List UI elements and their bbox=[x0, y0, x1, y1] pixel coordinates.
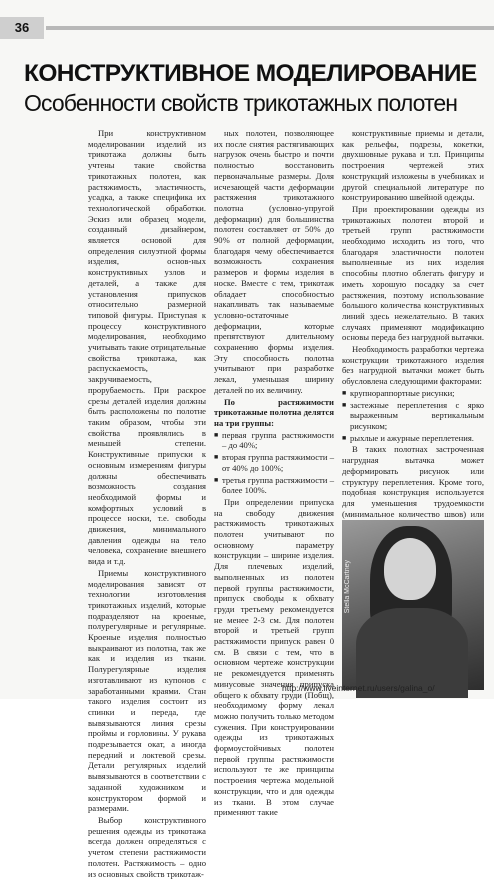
source-url: http://www.liveinternet.ru/users/galina_o/ bbox=[282, 683, 435, 693]
paragraph: Необходимость разработки чертежа конструкции трикотажного изделия без нагрудной вытачки может быть обусловлена следующими факторами: bbox=[342, 344, 484, 387]
paragraph: При проектировании одежды из трикотажных полотен второй и третьей групп растяжимости необходимо исходить из того, что благодаря эластичности полотен выполненные из них изделия способны плотно облегать фигуру и иметь хорошую посадку за счет растяжения, поэтому использование большого количества конструктивных линий здесь нежелательно. В таких случаях применяют модификацию основы переда без нагрудной вытачки. bbox=[342, 203, 484, 343]
groups-heading: По растяжимости трикотажные полотна делятся на три группы: bbox=[214, 396, 334, 428]
text-column-1 bbox=[88, 128, 206, 879]
list-item: ■ вторая группа растяжимости – от 40% до 100%; bbox=[214, 452, 334, 473]
text-column-2 bbox=[214, 128, 334, 818]
list-item: ■ крупнораппортные рисунки; bbox=[342, 388, 484, 399]
paragraph: При конструктивном моделировании изделий из трикотажа должны быть учтены такие свойства трикотажных полотен, как растяжимость, эластичность, усадка, а также специфика их технологической обработки. Эскиз или образец модели, созданный дизайнером, является основой для определения силуэтной формы изделия, основ-ных конструктивных узлов и деталей, а также для установления припусков относительно размерной типовой фигуры. Приступая к процессу конструктивного моделирования, необходимо учитывать такие отрицательные свойства трикотажа, как распускаемость, закручиваемость, прорубаемость. При раскрое срезы деталей изделия должны быть расположены по полотне таким образом, чтобы эти свойства проявлялись в меньшей степени. Конструктивные припуски к основным измерениям фигуры должны обеспечивать возможность создания необходимой формы и комфортных условий в процессе носки, т.е. свободы движения, минимального давления одежды на тело человека, сохранение внешнего вида и т.д. bbox=[88, 128, 206, 567]
paragraph: При определении припуска на свободу движения растяжимость трикотажных полотен учитывают по основному параметру конструкции – ширине изделия. Для плечевых изделий, выполненных из полотен первой группы растяжимости, припуск свободы к обхвату груди третьему рекомендуется не менее 2-3 см. Для полотен второй и третьей групп растяжимости припуск равен 0 см. В связи с тем, что в основном чертеже конструкции не рекомендуется применять минусовые значения припуска общего к обхвату груди (Побщ), необходимому форму лекал можно получить только методом сужения. При конструировании одежды из трикотажных формоустойчивых полотен первой группы растяжимости используют те же принципы построения чертежа модельной конструкции, что и для одежды из ткани. В этом случае применяют такие bbox=[214, 496, 334, 818]
photo-face bbox=[384, 538, 436, 600]
paragraph: конструктивные приемы и детали, как рельефы, подрезы, кокетки, двухшовные рукава и т.п. Принципы построения чертежей этих конструкций изложены в учебниках и другой специальной литературе по конструированию швейной одежды. bbox=[342, 128, 484, 203]
paragraph: В таких полотнах застроченная нагрудная вытачка может деформировать рисунок или структуру переплетения. Кроме того, подобная конструкция используется для уменьшения трудоемкости (минимальное количество швов) или bbox=[342, 444, 484, 519]
fashion-photo bbox=[342, 520, 484, 690]
text-column-3 bbox=[342, 128, 484, 519]
list-item: ■ третья группа растяжимости – более 100%. bbox=[214, 475, 334, 496]
paragraph: Выбор конструктивного решения одежды из трикотажа всегда должен определяться с учетом степени растяжимости полотен. Растяжимость – одно из основных свойств трикотаж- bbox=[88, 815, 206, 879]
page-header bbox=[0, 17, 494, 39]
list-item: ■ застежные переплетения с ярко выраженным вертикальным рисунком; bbox=[342, 400, 484, 432]
paragraph: ных полотен, позволяющее их после снятия растягивающих нагрузок очень быстро и почти полностью восстановить первоначальные размеры. Доля исчезающей части деформации растяжения трикотажного полотна (условно-упругой деформации) для большинства полотен составляет от 50% до 90% от полной деформации, благодаря чему обеспечивается возможность сохранения размеров и формы изделия в носке. Вместе с тем, трикотаж обладает способностью накапливать так называемые условно-остаточные деформации, которые препятствуют длительному сохранению формы изделия. Эту способность полотна учитывают при разработке лекал, уменьшая ширину деталей по их величину. bbox=[214, 128, 334, 395]
photo-credit: Stella McCartney bbox=[344, 560, 351, 614]
list-item: ■ первая группа растяжимости – до 40%; bbox=[214, 430, 334, 451]
page-number: 36 bbox=[0, 17, 44, 39]
list-item: ■ рыхлые и ажурные переплетения. bbox=[342, 433, 484, 444]
article-title: КОНСТРУКТИВНОЕ МОДЕЛИРОВАНИЕ bbox=[24, 60, 477, 87]
header-rule bbox=[46, 26, 494, 30]
paragraph: Приемы конструктивного моделирования зависят от технологии изготовления трикотажных изделий, которые подразделяют на кроеные, полурегулярные и регулярные. Кроеные изделия полностью выкраивают из полотна, так же как и изделия из ткани. Полурегулярные изделия изготавливают из купонов с заработанными краями. Стан такого изделия состоит из спинки и переда, где вывязываются линия срезы проймы и горловины. У рукава подрезывается окат, а иногда передний и локтевой срезы. Детали регулярных изделий вывязываются в соответствии с заданной художником и конструктором формой и размерами. bbox=[88, 567, 206, 814]
article-subtitle: Особенности свойств трикотажных полотен bbox=[24, 90, 458, 116]
